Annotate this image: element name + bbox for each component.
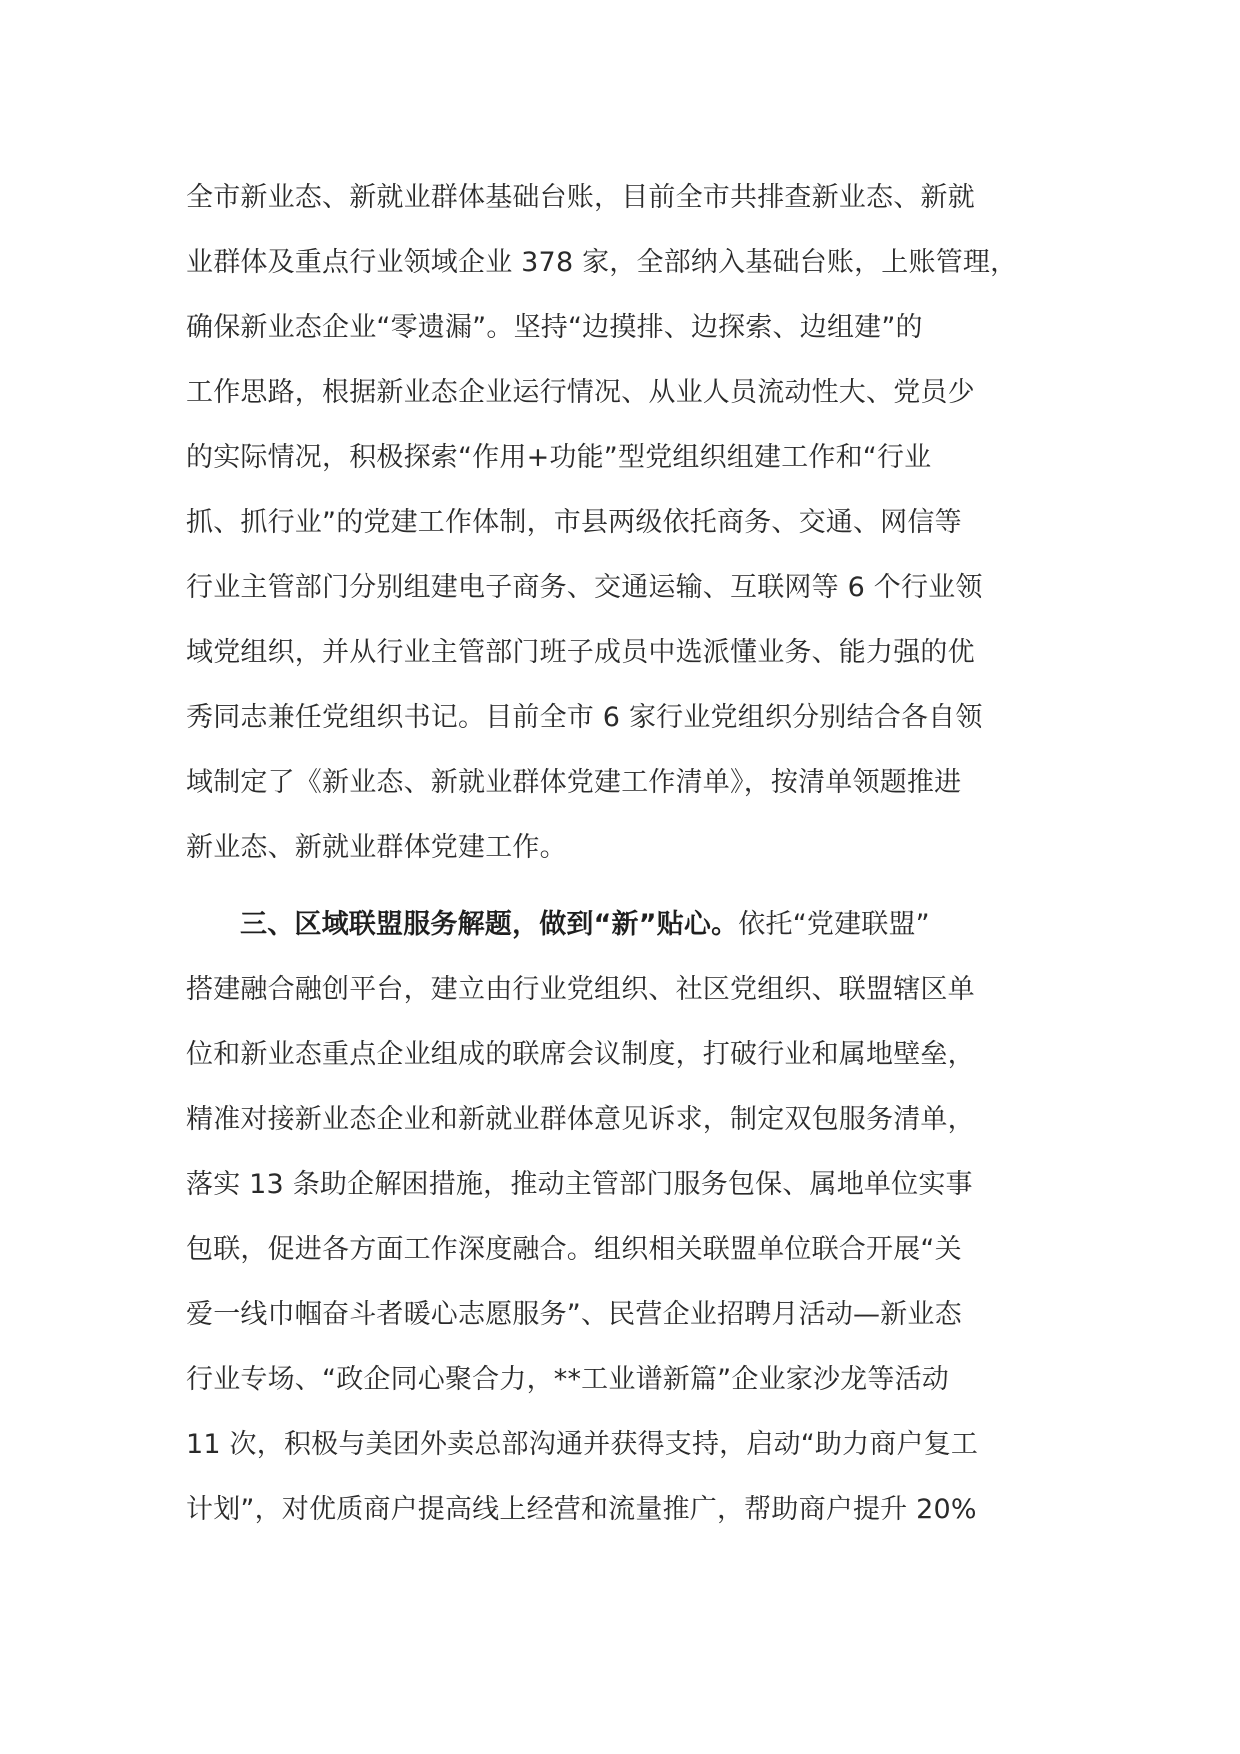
- text-line: 爱一线巾帼奋斗者暖心志愿服务”、民营企业招聘月活动—新业态: [186, 1299, 962, 1330]
- text-line: 新业态、新就业群体党建工作。: [186, 832, 567, 863]
- text-line: 域党组织，并从行业主管部门班子成员中选派懂业务、能力强的优: [186, 637, 975, 668]
- text-line: 的实际情况，积极探索“作用+功能”型党组织组建工作和“行业: [186, 442, 932, 473]
- text-line: 计划”，对优质商户提高线上经营和流量推广，帮助商户提升 20%: [186, 1494, 977, 1525]
- text-line: 确保新业态企业“零遗漏”。坚持“边摸排、边探索、边组建”的: [186, 312, 923, 343]
- text-line: 位和新业态重点企业组成的联席会议制度，打破行业和属地壁垒，: [186, 1039, 975, 1070]
- text-line: 域制定了《新业态、新就业群体党建工作清单》，按清单领题推进: [186, 767, 962, 798]
- text-line: 秀同志兼任党组织书记。目前全市 6 家行业党组织分别结合各自领: [186, 702, 983, 733]
- paragraph-1: [186, 165, 1066, 880]
- paragraph-spacer: [186, 880, 1066, 892]
- document-body: [186, 165, 1066, 1542]
- text-line: 工作思路，根据新业态企业运行情况、从业人员流动性大、党员少: [186, 377, 975, 408]
- text-line: 落实 13 条助企解困措施，推动主管部门服务包保、属地单位实事: [186, 1169, 973, 1200]
- heading-continuation: 依托“党建联盟”: [738, 909, 930, 940]
- text-line: 全市新业态、新就业群体基础台账，目前全市共排查新业态、新就: [186, 182, 975, 213]
- section-heading: 三、区域联盟服务解题，做到“新”贴心。: [240, 909, 739, 940]
- text-line: 抓、抓行业”的党建工作体制，市县两级依托商务、交通、网信等: [186, 507, 962, 538]
- text-line: 11 次，积极与美团外卖总部沟通并获得支持，启动“助力商户复工: [186, 1429, 979, 1460]
- paragraph-2-first-line: [186, 892, 1066, 957]
- text-line: 业群体及重点行业领域企业 378 家，全部纳入基础台账，上账管理，: [186, 247, 1018, 278]
- paragraph-2: [186, 892, 1066, 1542]
- text-line: 行业主管部门分别组建电子商务、交通运输、互联网等 6 个行业领: [186, 572, 983, 603]
- text-line: 精准对接新业态企业和新就业群体意见诉求，制定双包服务清单，: [186, 1104, 975, 1135]
- text-line: 行业专场、“政企同心聚合力，**工业谱新篇”企业家沙龙等活动: [186, 1364, 949, 1395]
- text-line: 搭建融合融创平台，建立由行业党组织、社区党组织、联盟辖区单: [186, 974, 975, 1005]
- text-line: 包联，促进各方面工作深度融合。组织相关联盟单位联合开展“关: [186, 1234, 962, 1265]
